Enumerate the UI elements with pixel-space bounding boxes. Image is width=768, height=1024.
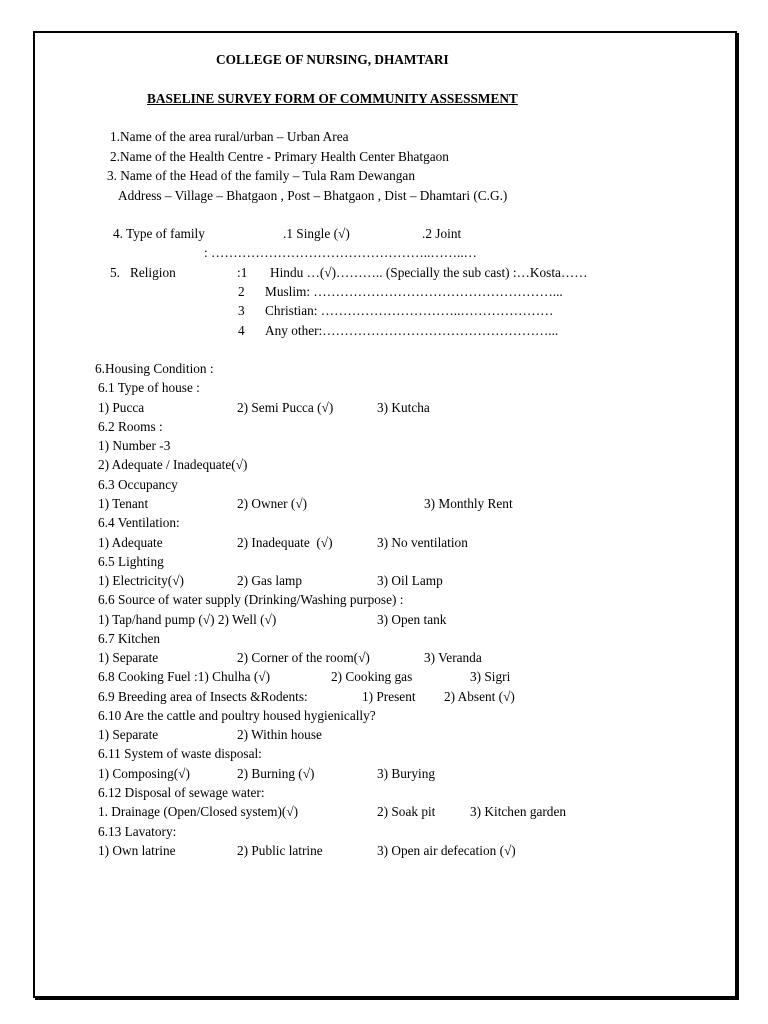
lighting-oil-lamp: 3) Oil Lamp — [377, 573, 443, 588]
religion-hindu: Hindu …(√)……….. (Specially the sub cast) :…Kosta…… — [270, 265, 588, 280]
lavatory-open-air: 3) Open air defecation (√) — [377, 843, 516, 858]
religion-christian: Christian: …………………………..………………… — [265, 303, 554, 318]
sewage-kitchen-garden: 3) Kitchen garden — [470, 804, 566, 819]
house-type-semi-pucca: 2) Semi Pucca (√) — [237, 400, 334, 415]
sewage-drainage: 1. Drainage (Open/Closed system)(√) — [98, 804, 299, 819]
ventilation-adequate: 1) Adequate — [98, 535, 163, 550]
waste-burning: 2) Burning (√) — [237, 766, 315, 781]
occupancy-owner: 2) Owner (√) — [237, 496, 308, 511]
house-type-label: 6.1 Type of house : — [98, 380, 200, 395]
health-centre-field: 2.Name of the Health Centre - Primary Health Center Bhatgaon — [110, 149, 449, 164]
occupancy-tenant: 1) Tenant — [98, 496, 149, 511]
cattle-within-house: 2) Within house — [237, 727, 322, 742]
rooms-number: 1) Number -3 — [98, 438, 171, 453]
lighting-gas-lamp: 2) Gas lamp — [237, 573, 302, 588]
kitchen-label: 6.7 Kitchen — [98, 631, 161, 646]
kitchen-veranda: 3) Veranda — [424, 650, 482, 665]
water-supply-tap-well: 1) Tap/hand pump (√) 2) Well (√) — [98, 612, 277, 627]
sewage-soak-pit: 2) Soak pit — [377, 804, 436, 819]
ventilation-none: 3) No ventilation — [377, 535, 468, 550]
address-field: Address – Village – Bhatgaon , Post – Bhatgaon , Dist – Dhamtari (C.G.) — [118, 188, 508, 203]
waste-burying: 3) Burying — [377, 766, 435, 781]
family-type-dots: : …………………………………………..……..… — [204, 245, 477, 260]
family-type-joint: .2 Joint — [422, 226, 462, 241]
religion-num-3: 3 — [238, 303, 245, 318]
religion-num-4: 4 — [238, 323, 245, 338]
breeding-area-absent: 2) Absent (√) — [444, 689, 515, 704]
area-field: 1.Name of the area rural/urban – Urban Area — [110, 129, 349, 144]
cooking-fuel-chulha: 6.8 Cooking Fuel :1) Chulha (√) — [98, 669, 271, 684]
waste-disposal-label: 6.11 System of waste disposal: — [98, 746, 262, 761]
house-type-pucca: 1) Pucca — [98, 400, 145, 415]
family-type-label: 4. Type of family — [113, 226, 205, 241]
occupancy-monthly-rent: 3) Monthly Rent — [424, 496, 513, 511]
lighting-electricity: 1) Electricity(√) — [98, 573, 184, 588]
religion-muslim: Muslim: ………………………………………………... — [265, 284, 563, 299]
lavatory-own: 1) Own latrine — [98, 843, 176, 858]
water-supply-label: 6.6 Source of water supply (Drinking/Washing purpose) : — [98, 592, 404, 607]
kitchen-separate: 1) Separate — [98, 650, 159, 665]
waste-composing: 1) Composing(√) — [98, 766, 190, 781]
religion-num-2: 2 — [238, 284, 245, 299]
religion-num-1: :1 — [237, 265, 248, 280]
ventilation-label: 6.4 Ventilation: — [98, 515, 180, 530]
lighting-label: 6.5 Lighting — [98, 554, 164, 569]
kitchen-corner: 2) Corner of the room(√) — [237, 650, 370, 665]
occupancy-label: 6.3 Occupancy — [98, 477, 178, 492]
sewage-label: 6.12 Disposal of sewage water: — [98, 785, 265, 800]
college-name: COLLEGE OF NURSING, DHAMTARI — [216, 52, 449, 67]
water-supply-open-tank: 3) Open tank — [377, 612, 447, 627]
cooking-fuel-sigri: 3) Sigri — [470, 669, 511, 684]
ventilation-inadequate: 2) Inadequate (√) — [237, 535, 333, 550]
family-type-single: .1 Single (√) — [283, 226, 350, 241]
breeding-area-present: 1) Present — [362, 689, 416, 704]
housing-title: 6.Housing Condition : — [95, 361, 214, 376]
rooms-adequacy: 2) Adequate / Inadequate(√) — [98, 457, 248, 472]
head-of-family-field: 3. Name of the Head of the family – Tula Ram Dewangan — [107, 168, 415, 183]
form-title: BASELINE SURVEY FORM OF COMMUNITY ASSESSMENT — [147, 91, 518, 106]
cattle-separate: 1) Separate — [98, 727, 159, 742]
house-type-kutcha: 3) Kutcha — [377, 400, 430, 415]
lavatory-public: 2) Public latrine — [237, 843, 323, 858]
religion-label: 5. Religion — [110, 265, 176, 280]
religion-other: Any other:……………………………………………... — [265, 323, 559, 338]
breeding-area-label: 6.9 Breeding area of Insects &Rodents: — [98, 689, 308, 704]
cooking-fuel-gas: 2) Cooking gas — [331, 669, 413, 684]
cattle-housing-label: 6.10 Are the cattle and poultry housed hygienically? — [98, 708, 376, 723]
lavatory-label: 6.13 Lavatory: — [98, 824, 177, 839]
rooms-label: 6.2 Rooms : — [98, 419, 163, 434]
